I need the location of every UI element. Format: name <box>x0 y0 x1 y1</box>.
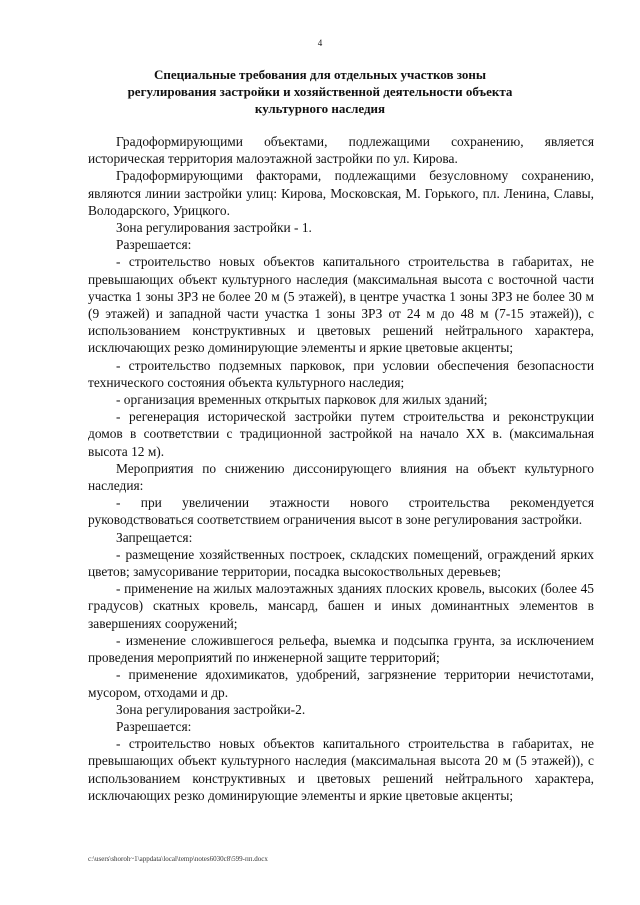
paragraph: - изменение сложившегося рельефа, выемка и подсыпка грунта, за исключением проведения мероприятий по инженерной защите территорий; <box>88 632 594 666</box>
paragraph: Градоформирующими объектами, подлежащими сохранению, является историческая территория малоэтажной застройки по ул. Кирова. <box>88 134 594 167</box>
page-number: 4 <box>317 38 323 48</box>
paragraph: - размещение хозяйственных построек, складских помещений, ограждений ярких цветов; замусоривание территории, посадка высокоствольных деревьев; <box>88 546 594 580</box>
paragraph: - строительство подземных парковок, при условии обеспечения безопасности технического состояния объекта культурного наследия; <box>88 357 594 390</box>
title-line: Специальные требования для отдельных участков зоны <box>153 67 487 82</box>
paragraph: Разрешается: <box>116 718 192 734</box>
section-title <box>100 66 540 117</box>
title-line: культурного наследия <box>254 101 386 116</box>
paragraph: - применение ядохимикатов, удобрений, загрязнение территории нечистотами, мусором, отходами и др. <box>88 667 594 700</box>
paragraph: Зона регулирования застройки - 1. <box>116 220 312 236</box>
paragraph: - при увеличении этажности нового строительства рекомендуется руководствоваться соответствием ограничения высот в зоне регулирования застройки. <box>88 495 594 528</box>
paragraph: - организация временных открытых парковок для жилых зданий; <box>116 392 488 408</box>
title-line: регулирования застройки и хозяйственной деятельности объекта <box>127 84 513 99</box>
paragraph: - регенерация исторической застройки путем строительства и реконструкции домов в соответствии с традиционной застройкой на начало XX в. (максимальная высота 12 м). <box>88 409 594 459</box>
paragraph: - строительство новых объектов капитального строительства в габаритах, не превышающих объект культурного наследия (максимальная высота 20 м (5 этажей)), с использованием конструктивных и цветовых решений нейтрального характера, исключающих резко доминирующие элементы и яркие цветовые акценты; <box>88 736 594 803</box>
document-body <box>88 133 594 804</box>
paragraph: - строительство новых объектов капитального строительства в габаритах, не превышающих объект культурного наследия (максимальная высота с восточной части участка 1 зоны ЗРЗ не более 20 м (5 этажей), в центре участка 1 зоны ЗРЗ не более 30 м (9 этажей) и западной части участка 1 зоны ЗРЗ от 24 м до 48 м (7-15 этажей)), с использованием конструктивных и цветовых решений нейтрального характера, исключающих резко доминирующие элементы и яркие цветовые акценты; <box>88 254 594 356</box>
paragraph: Мероприятия по снижению диссонирующего влияния на объект культурного наследия: <box>88 460 594 494</box>
paragraph: Градоформирующими факторами, подлежащими безусловному сохранению, являются линии застройки улиц: Кирова, Московская, М. Горького, пл. Ленина, Славы, Володарского, Урицкого. <box>88 168 594 218</box>
paragraph: - применение на жилых малоэтажных зданиях плоских кровель, высоких (более 45 градусов) скатных кровель, мансард, башен и иных доминантных элементов в завершениях сооружений; <box>88 581 594 631</box>
paragraph: Запрещается: <box>116 529 193 545</box>
paragraph: Зона регулирования застройки-2. <box>116 701 306 717</box>
paragraph: Разрешается: <box>116 237 192 253</box>
footer-file-path: c:\users\shoroh~1\appdata\local\temp\notes6030c8\599-пп.docx <box>88 855 268 863</box>
